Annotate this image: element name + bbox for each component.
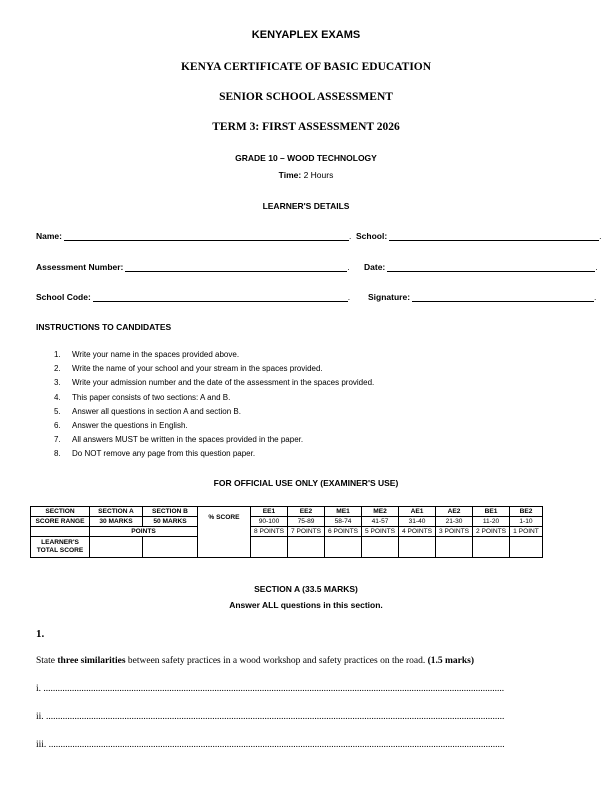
term-title: TERM 3: FIRST ASSESSMENT 2026 xyxy=(212,121,400,133)
range-cell: 1-10 xyxy=(510,517,543,527)
instructions-list xyxy=(54,348,374,462)
grade-subject: GRADE 10 – WOOD TECHNOLOGY xyxy=(235,153,377,163)
details-row-1 xyxy=(36,231,604,245)
date-field[interactable]: Date: . xyxy=(364,262,598,272)
instruction-item: 8. Do NOT remove any page from this question paper. xyxy=(54,449,256,459)
points-cell: 6 POINTS xyxy=(325,527,362,537)
range-cell: 58-74 xyxy=(325,517,362,527)
level-title: SENIOR SCHOOL ASSESSMENT xyxy=(219,91,393,103)
level-header: BE2 xyxy=(510,507,543,517)
section-b-score-input[interactable] xyxy=(143,537,198,558)
school-field[interactable]: School: . xyxy=(356,231,602,241)
section-a-heading: SECTION A (33.5 MARKS) xyxy=(254,584,358,594)
details-row-2 xyxy=(36,262,604,276)
instruction-item: 1. Write your name in the spaces provided above. xyxy=(54,350,240,359)
score-range-label: SCORE RANGE xyxy=(31,517,90,527)
section-a-instruction: Answer ALL questions in this section. xyxy=(229,600,383,610)
table-row xyxy=(31,517,543,527)
answer-line-2[interactable]: ii. ................................................................................................................................................................................................. xyxy=(36,712,505,722)
answer-line-1[interactable]: i. .................................................................................................................................................................................................. xyxy=(36,684,505,694)
points-label: POINTS xyxy=(90,527,198,537)
level-header: BE1 xyxy=(473,507,510,517)
certificate-title: KENYA CERTIFICATE OF BASIC EDUCATION xyxy=(180,61,432,73)
instruction-item: 6. Answer the questions in English. xyxy=(54,421,188,431)
org-title: KENYAPLEX EXAMS xyxy=(251,29,361,41)
points-cell: 8 POINTS xyxy=(251,527,288,537)
name-field[interactable]: Name: . xyxy=(36,231,352,241)
score-table xyxy=(30,506,543,558)
school-label: School: xyxy=(356,231,388,241)
instruction-item: 5. Answer all questions in section A and section B. xyxy=(54,406,241,416)
points-cell: 4 POINTS xyxy=(399,527,436,537)
level-header: AE1 xyxy=(399,507,436,517)
level-header: EE1 xyxy=(251,507,288,517)
total-score-label: LEARNER'S TOTAL SCORE xyxy=(31,537,90,558)
school-code-field[interactable]: School Code: . xyxy=(36,292,351,302)
question-marks: (1.5 marks) xyxy=(427,656,475,666)
section-header: SECTION xyxy=(31,507,90,517)
section-b-header: SECTION B xyxy=(143,507,198,517)
signature-label: Signature: xyxy=(368,292,411,302)
official-use-heading: FOR OFFICIAL USE ONLY (EXAMINER'S USE) xyxy=(213,478,399,488)
range-cell: 21-30 xyxy=(436,517,473,527)
table-row xyxy=(31,507,543,517)
range-cell: 31-40 xyxy=(399,517,436,527)
instruction-item: 2. Write the name of your school and your stream in the spaces provided. xyxy=(54,364,323,374)
points-cell: 1 POINT xyxy=(510,527,543,537)
level-header: EE2 xyxy=(288,507,325,517)
section-b-marks: 50 MARKS xyxy=(143,517,198,527)
name-label: Name: xyxy=(36,231,62,241)
points-cell: 3 POINTS xyxy=(436,527,473,537)
table-row xyxy=(31,537,543,558)
instruction-item: 4. This paper consists of two sections: A and B. xyxy=(54,392,231,402)
time-label: Time: xyxy=(278,170,302,180)
question-text: State three similarities between safety practices in a wood workshop and safety practices on the road. (1.5 marks) xyxy=(36,656,475,666)
instruction-item: 3. Write your admission number and the date of the assessment in the spaces provided. xyxy=(54,378,375,388)
level-header: ME2 xyxy=(362,507,399,517)
section-a-header: SECTION A xyxy=(90,507,143,517)
instruction-item: 7. All answers MUST be written in the spaces provided in the paper. xyxy=(54,435,304,445)
level-header: AE2 xyxy=(436,507,473,517)
points-cell: 2 POINTS xyxy=(473,527,510,537)
points-cell: 7 POINTS xyxy=(288,527,325,537)
question-number: 1. xyxy=(36,628,45,640)
level-header: ME1 xyxy=(325,507,362,517)
assessment-number-field[interactable]: Assessment Number: . xyxy=(36,262,350,272)
answer-line-3[interactable]: iii. ................................................................................................................................................................................................ xyxy=(36,740,505,750)
signature-field[interactable]: Signature: . xyxy=(368,292,597,302)
school-code-label: School Code: xyxy=(36,292,91,302)
range-cell: 41-57 xyxy=(362,517,399,527)
details-row-3 xyxy=(36,292,604,306)
section-a-score-input[interactable] xyxy=(90,537,143,558)
range-cell: 75-89 xyxy=(288,517,325,527)
time-allowed xyxy=(0,170,612,180)
range-cell: 11-20 xyxy=(473,517,510,527)
percent-score-header: % SCORE xyxy=(198,507,251,558)
date-label: Date: xyxy=(364,262,386,272)
learner-details-heading: LEARNER'S DETAILS xyxy=(262,201,350,211)
question-emphasis: three similarities xyxy=(57,656,126,666)
table-row xyxy=(31,527,543,537)
points-cell: 5 POINTS xyxy=(362,527,399,537)
time-value: 2 Hours xyxy=(301,170,334,180)
instructions-heading: INSTRUCTIONS TO CANDIDATES xyxy=(36,322,172,332)
range-cell: 90-100 xyxy=(251,517,288,527)
section-a-marks: 30 MARKS xyxy=(90,517,143,527)
assessment-number-label: Assessment Number: xyxy=(36,262,124,272)
